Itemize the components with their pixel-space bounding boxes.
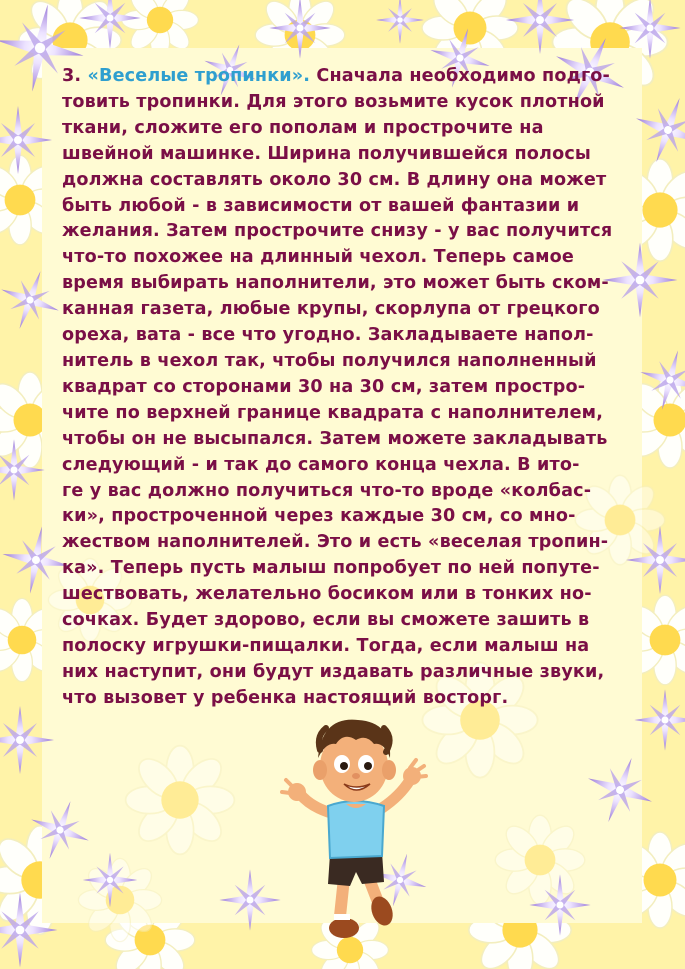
article-line: квадрат со сторонами 30 на 30 см, затем простро- [62,376,586,397]
article-line: ки», простроченной через каждые 30 см, со мно- [62,506,576,527]
article-line: жеством наполнителей. Это и есть «веселая тропин- [62,532,609,553]
article-line: ткани, сложите его пополам и прострочите на [62,117,544,138]
section-heading: «Веселые тропинки». [87,66,311,86]
article-line: сочках. Будет здорово, если вы сможете зашить в [62,610,590,631]
section-number: 3. [62,66,88,86]
article-line: чтобы он не высыпался. Затем можете закладывать [62,428,608,449]
article-line: шествовать, желательно босиком или в тонких но- [62,584,592,605]
article-line: желания. Затем прострочите снизу - у вас получится [62,221,613,242]
article-first-line [62,64,622,90]
article-line: что-то похожее на длинный чехол. Теперь самое [62,247,574,268]
article-line: швейной машинке. Ширина получившейся полосы [62,143,591,164]
article-line: полоску игрушки-пищалки. Тогда, если малыш на [62,635,590,656]
article-line: канная газета, любые крупы, скорлупа от грецкого [62,299,600,320]
article-line: них наступит, они будут издавать различные звуки, [62,661,605,682]
article-line: ка». Теперь пусть малыш попробует по ней попуте- [62,558,600,579]
article-line: ге у вас должно получиться что-то вроде «колбас- [62,480,592,501]
article-line: чите по верхней границе квадрата с наполнителем, [62,402,604,423]
article-text [62,64,622,712]
article-line: быть любой - в зависимости от вашей фантазии и [62,195,580,216]
article-line: товить тропинки. Для этого возьмите кусок плотной [62,91,605,112]
article-line: время выбирать наполнители, это может быть ском- [62,273,609,294]
article-line: ореха, вата - все что угодно. Закладываете напол- [62,325,594,346]
first-line-text: Сначала необходимо подго- [310,66,610,86]
article-line: следующий - и так до самого конца чехла. В ито- [62,454,580,475]
article-line: нитель в чехол так, чтобы получился наполненный [62,350,597,371]
article-line: что вызовет у ребенка настоящий восторг. [62,687,509,708]
article-line: должна составлять около 30 см. В длину она может [62,169,607,190]
daisy-icon [495,815,585,905]
daisy-icon [126,746,235,855]
boy-illustration [270,706,440,956]
